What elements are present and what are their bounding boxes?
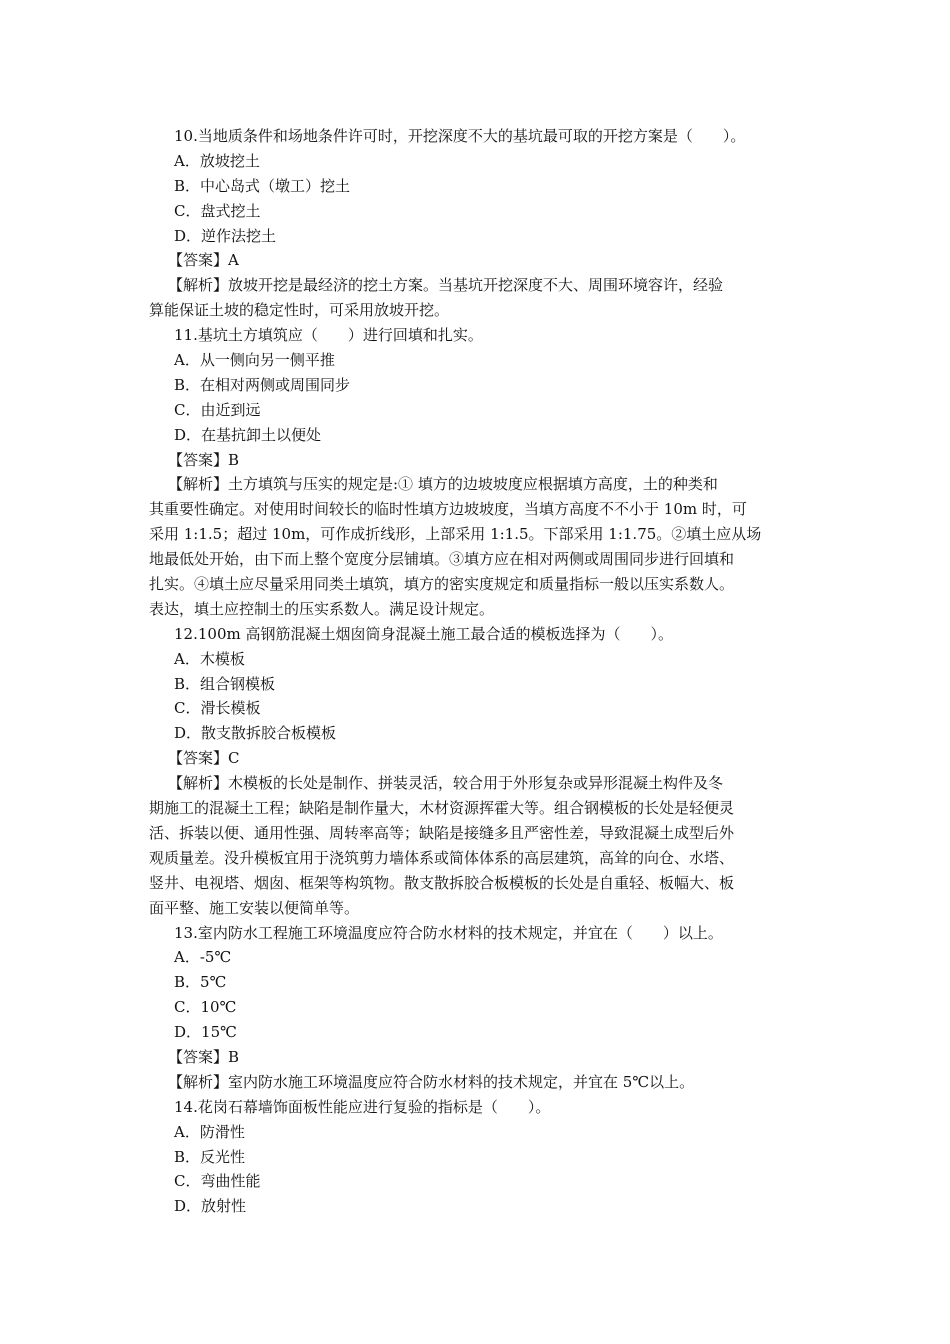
- explanation-cont: 地最低处开始，由下而上整个宽度分层铺填。③填方应在相对两侧或周围同步进行回填和: [149, 550, 735, 569]
- explanation-cont: 期施工的混凝土工程；缺陷是制作量大，木材资源挥霍大等。组合钢模板的长处是轻便灵: [149, 799, 735, 818]
- explanation: 【解析】放坡开挖是最经济的挖土方案。当基坑开挖深度不大、周围环境容许，经验: [168, 276, 724, 295]
- option-b: B．在相对两侧或周围同步: [174, 375, 351, 394]
- explanation-cont: 观质量差。没升模板宜用于浇筑剪力墙体系或简体体系的高层建筑，高耸的向仓、水塔、: [149, 848, 735, 867]
- option-b: B．中心岛式（墩工）挖土: [174, 176, 351, 195]
- option-b: B．反光性: [174, 1147, 246, 1166]
- option-c: C．盘式挖土: [174, 201, 261, 220]
- option-a: A．从一侧向另一侧平推: [174, 351, 335, 370]
- option-c: C．弯曲性能: [174, 1172, 261, 1191]
- answer: 【答案】B: [168, 450, 240, 469]
- explanation-cont: 扎实。④填土应尽量采用同类土填筑，填方的密实度规定和质量指标一般以压实系数人。: [149, 575, 735, 594]
- question-14: 14.花岗石幕墙饰面板性能应进行复验的指标是（ ）。: [174, 1097, 551, 1116]
- option-b: B．5℃: [174, 973, 227, 992]
- option-c: C．滑长模板: [174, 699, 261, 718]
- option-d: D．放射性: [174, 1197, 247, 1216]
- answer: 【答案】C: [168, 749, 240, 768]
- explanation-cont: 其重要性确定。对使用时间较长的临时性填方边坡坡度，当填方高度不不小于 10m 时，可: [149, 500, 747, 519]
- explanation-cont: 活、拆装以便、通用性强、周转率高等；缺陷是接缝多且严密性差，导致混凝土成型后外: [149, 823, 735, 842]
- option-d: D．在基抗卸土以便处: [174, 425, 322, 444]
- document-body: [149, 124, 809, 1219]
- option-a: A．防滑性: [174, 1122, 245, 1141]
- option-d: D．15℃: [174, 1023, 237, 1042]
- option-b: B．组合钢模板: [174, 674, 276, 693]
- option-a: A．-5℃: [174, 948, 232, 967]
- option-a: A．木模板: [174, 649, 245, 668]
- question-12: 12.100m 高钢筋混凝土烟囱筒身混凝土施工最合适的模板选择为（ ）。: [174, 624, 673, 643]
- explanation: 【解析】土方填筑与压实的规定是:① 填方的边坡坡度应根据填方高度，土的种类和: [168, 475, 718, 494]
- question-13: 13.室内防水工程施工环境温度应符合防水材料的技术规定，并宜在（ ）以上。: [174, 923, 723, 942]
- answer: 【答案】B: [168, 1047, 240, 1066]
- explanation-cont: 表达，填土应控制土的压实系数人。满足设计规定。: [149, 599, 495, 618]
- option-c: C．10℃: [174, 998, 237, 1017]
- explanation: 【解析】木模板的长处是制作、拼装灵活，较合用于外形复杂或异形混凝土构件及冬: [168, 774, 724, 793]
- explanation-cont: 算能保证土坡的稳定性时，可采用放坡开挖。: [149, 301, 450, 320]
- option-c: C．由近到远: [174, 400, 261, 419]
- option-d: D．逆作法挖土: [174, 226, 277, 245]
- answer: 【答案】A: [168, 251, 239, 270]
- option-d: D．散支散拆胶合板模板: [174, 724, 337, 743]
- explanation: 【解析】室内防水施工环境温度应符合防水材料的技术规定，并宜在 5℃以上。: [168, 1072, 695, 1091]
- explanation-cont: 采用 1:1.5；超过 10m，可作成折线形，上部采用 1:1.5。下部采用 1:1.75。②填土应从场: [149, 525, 762, 544]
- option-a: A．放坡挖土: [174, 151, 260, 170]
- question-10: 10.当地质条件和场地条件许可时，开挖深度不大的基坑最可取的开挖方案是（ ）。: [174, 127, 746, 145]
- explanation-cont: 竖井、电视塔、烟囱、框架等构筑物。散支散拆胶合板模板的长处是自重轻、板幅大、板: [149, 873, 735, 892]
- explanation-cont: 面平整、施工安装以便简单等。: [149, 898, 360, 917]
- question-11: 11.基坑土方填筑应（ ）进行回填和扎实。: [174, 326, 483, 345]
